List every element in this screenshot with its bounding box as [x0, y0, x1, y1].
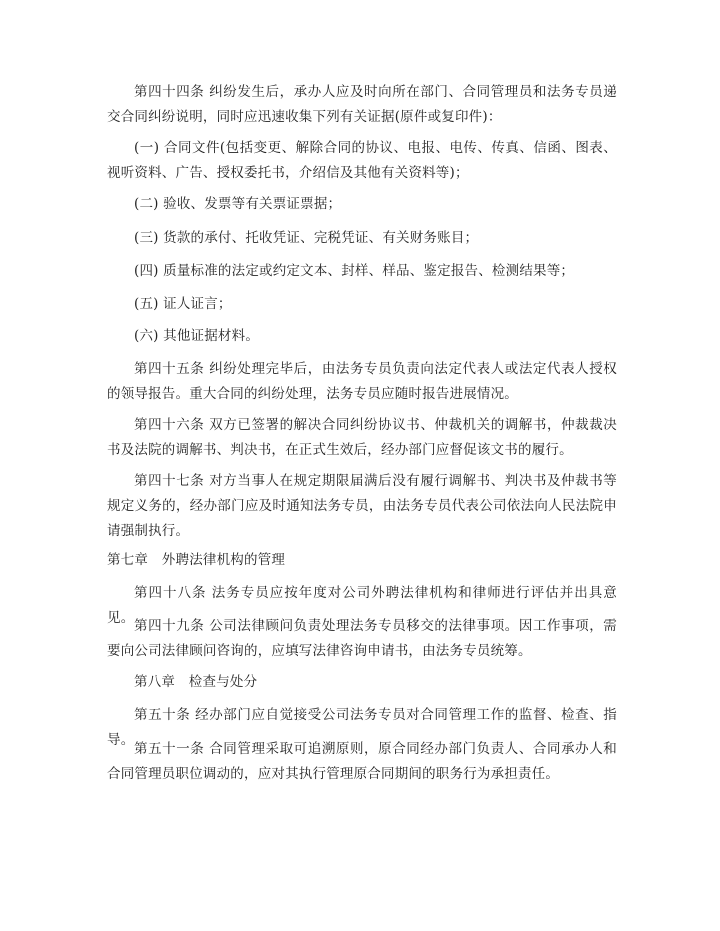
article-44: 第四十四条 纠纷发生后，承办人应及时向所在部门、合同管理员和法务专员递交合同纠纷说明，同时应迅速收集下列有关证据(原件或复印件)：	[107, 84, 617, 125]
chapter-7-heading: 第七章 外聘法律机构的管理	[107, 552, 286, 568]
evidence-item-6: (六) 其他证据材料。	[134, 328, 260, 344]
evidence-item-2: (二) 验收、发票等有关票证票据；	[134, 196, 342, 212]
evidence-item-3: (三) 货款的承付、托收凭证、完税凭证、有关财务账目；	[134, 230, 479, 246]
article-46: 第四十六条 双方已签署的解决合同纠纷协议书、仲裁机关的调解书，仲裁裁决书及法院的调解书、判决书，在正式生效后，经办部门应督促该文书的履行。	[107, 417, 617, 458]
evidence-item-1: (一) 合同文件(包括变更、解除合同的协议、电报、电传、传真、信函、图表、视听资料、广告、授权委托书，介绍信及其他有关资料等)；	[107, 140, 617, 181]
article-45: 第四十五条 纠纷处理完毕后，由法务专员负责向法定代表人或法定代表人授权的领导报告。重大合同的纠纷处理，法务专员应随时报告进展情况。	[107, 361, 617, 402]
evidence-item-5: (五) 证人证言；	[134, 296, 232, 312]
evidence-item-4: (四) 质量标准的法定或约定文本、封样、样品、鉴定报告、检测结果等；	[134, 263, 575, 279]
chapter-8-heading: 第八章 检查与处分	[134, 674, 258, 690]
article-49: 第四十九条 公司法律顾问负责处理法务专员移交的法律事项。因工作事项，需要向公司法律顾问咨询的，应填写法律咨询申请书，由法务专员统筹。	[107, 618, 617, 659]
article-48: 第四十八条 法务专员应按年度对公司外聘法律机构和律师进行评估并出具意见。	[107, 585, 617, 626]
article-47: 第四十七条 对方当事人在规定期限届满后没有履行调解书、判决书及仲裁书等规定义务的，经办部门应及时通知法务专员，由法务专员代表公司依法向人民法院申请强制执行。	[107, 473, 617, 539]
article-50: 第五十条 经办部门应自觉接受公司法务专员对合同管理工作的监督、检查、指导。	[107, 707, 617, 748]
article-51: 第五十一条 合同管理采取可追溯原则，原合同经办部门负责人、合同承办人和合同管理员职位调动的，应对其执行管理原合同期间的职务行为承担责任。	[107, 741, 617, 782]
